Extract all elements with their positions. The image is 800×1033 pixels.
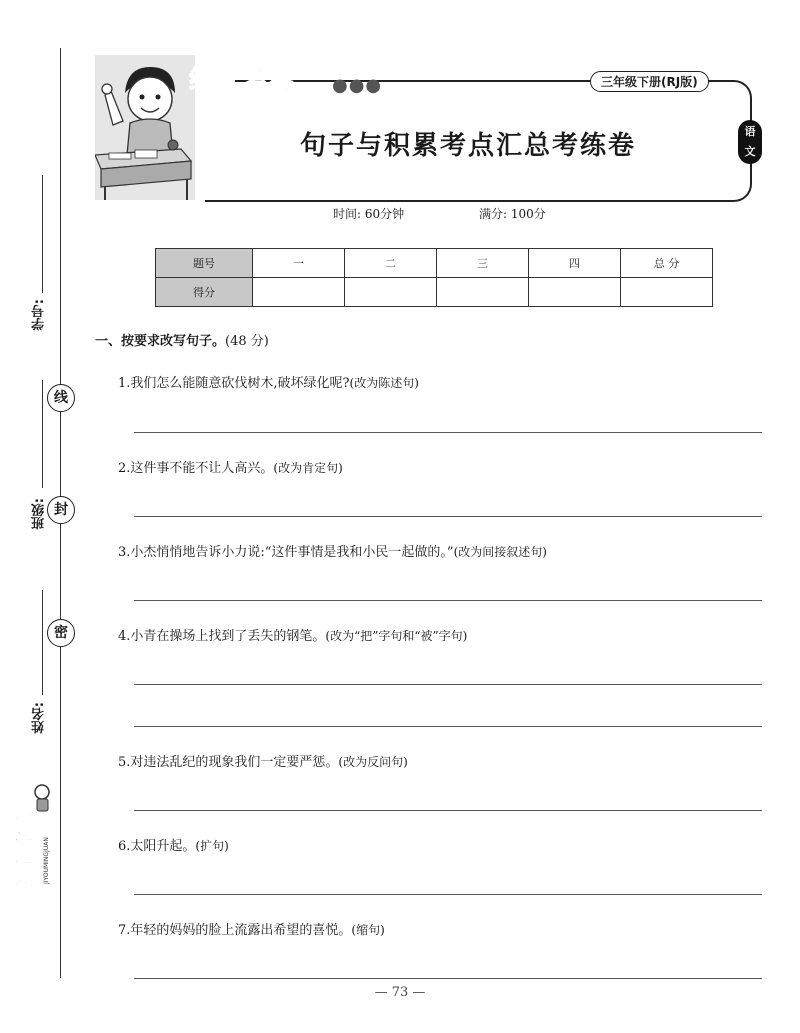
- answer-line-2[interactable]: [134, 516, 762, 517]
- score-table-header-row: [156, 249, 713, 278]
- answer-line-7[interactable]: [134, 978, 762, 979]
- name-field: [14, 590, 54, 750]
- decorative-dots: ●●●: [332, 75, 383, 96]
- question-6-text: 6.太阳升起。: [118, 839, 196, 854]
- student-id-blank: [42, 175, 43, 293]
- question-5-instruction: (改为反问句): [338, 755, 408, 769]
- student-id-label: 学号:: [32, 299, 47, 331]
- question-4-text: 4.小青在操场上找到了丢失的钢笔。: [118, 629, 326, 644]
- score-cell-1[interactable]: [253, 278, 345, 307]
- section-1-points: (48 分): [225, 334, 269, 349]
- score-row-header: 得分: [156, 278, 253, 307]
- question-7: [118, 919, 385, 938]
- question-3: [118, 541, 547, 560]
- section-1-heading: [95, 330, 269, 349]
- score-cell-3[interactable]: [437, 278, 529, 307]
- answer-line-3[interactable]: [134, 600, 762, 601]
- side-brand-pinyin: JIYOUMINGJUAN: [43, 837, 50, 884]
- question-6: [118, 835, 229, 854]
- column-4: 四: [529, 249, 621, 278]
- header: [95, 55, 765, 215]
- name-label: 姓名:: [32, 702, 47, 734]
- column-1: 一: [253, 249, 345, 278]
- score-cell-total[interactable]: [621, 278, 713, 307]
- exam-time: [333, 205, 404, 222]
- time-value: 60分钟: [364, 207, 405, 221]
- score-label: 满分:: [479, 207, 508, 221]
- score-cell-4[interactable]: [529, 278, 621, 307]
- question-5-text: 5.对违法乱纪的现象我们一定要严惩。: [118, 755, 339, 770]
- score-table: [155, 248, 713, 307]
- answer-line-4a[interactable]: [134, 684, 762, 685]
- column-total: 总 分: [621, 249, 713, 278]
- class-label: 班级:: [32, 498, 47, 530]
- question-2-instruction: (改为肯定句): [273, 461, 343, 475]
- answer-line-6[interactable]: [134, 894, 762, 895]
- brand-name: 绩优名卷: [189, 66, 294, 96]
- class-blank: [42, 380, 43, 488]
- question-3-instruction: (改为间接叙述句): [453, 545, 547, 559]
- question-1-instruction: (改为陈述句): [349, 376, 419, 390]
- question-7-instruction: (缩句): [351, 923, 385, 937]
- score-cell-2[interactable]: [345, 278, 437, 307]
- question-6-instruction: (扩句): [195, 839, 229, 853]
- brand-logo-graphic: [187, 59, 317, 99]
- seal-feng: 封: [47, 496, 75, 524]
- brand-logo: [187, 59, 317, 103]
- binding-margin: [0, 0, 90, 1033]
- score-table-score-row: [156, 278, 713, 307]
- question-3-text: 3.小杰悄悄地告诉小力说:“这件事情是我和小民一起做的。”: [118, 545, 454, 560]
- full-score: [479, 205, 546, 222]
- subject-char-2: 文: [744, 145, 756, 158]
- question-1-text: 1.我们怎么能随意砍伐树木,破坏绿化呢?: [118, 376, 350, 391]
- question-4: [118, 625, 467, 644]
- subject-badge: [738, 120, 762, 164]
- question-number-header: 题号: [156, 249, 253, 278]
- column-3: 三: [437, 249, 529, 278]
- question-2-text: 2.这件事不能不让人高兴。: [118, 461, 274, 476]
- question-5: [118, 751, 408, 770]
- student-at-desk-illustration: [95, 55, 195, 200]
- question-2: [118, 457, 343, 476]
- seal-mi: 密: [47, 619, 75, 647]
- score-value: 100分: [510, 207, 546, 221]
- question-7-text: 7.年轻的妈妈的脸上流露出希望的喜悦。: [118, 923, 352, 938]
- answer-line-5[interactable]: [134, 810, 762, 811]
- answer-line-4b[interactable]: [134, 726, 762, 727]
- subject-char-1: 语: [744, 125, 756, 138]
- question-1: [118, 372, 419, 391]
- time-label: 时间:: [333, 207, 362, 221]
- student-id-field: [14, 175, 54, 345]
- column-2: 二: [345, 249, 437, 278]
- mascot-illustration: [95, 55, 195, 204]
- page-number: — 73 —: [374, 985, 426, 1000]
- grade-edition-tag: 三年级下册(RJ版): [590, 71, 709, 92]
- seal-xian: 线: [47, 384, 75, 412]
- question-4-instruction: (改为“把”字句和“被”字句): [325, 629, 468, 643]
- paper-title: 句子与积累考点汇总考练卷: [300, 131, 637, 161]
- side-brand-logo-graphic: [10, 780, 58, 890]
- section-1-title: 一、按要求改写句子。: [95, 334, 226, 349]
- side-brand-logo: [10, 780, 58, 890]
- answer-line-1[interactable]: [134, 432, 762, 433]
- name-blank: [42, 590, 43, 695]
- svg-text:绩优名卷: 绩优名卷: [13, 808, 37, 888]
